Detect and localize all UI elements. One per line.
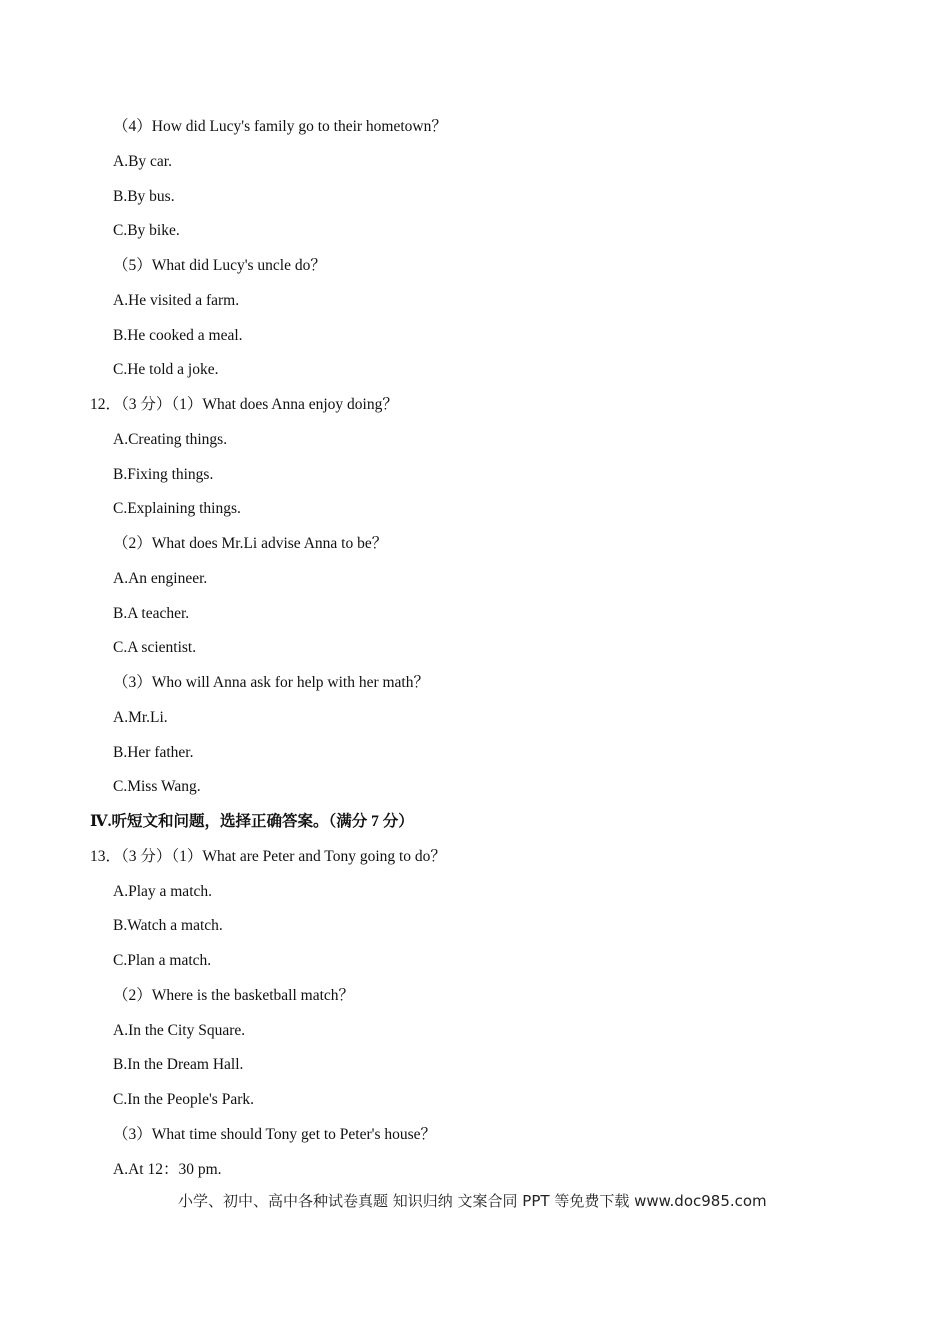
answer-option: A.Creating things. [113, 430, 228, 448]
answer-option: C.By bike. [113, 222, 180, 240]
answer-option: A.In the City Square. [113, 1021, 246, 1039]
sub-question: （2）Where is the basketball match？ [113, 986, 355, 1004]
answer-option: B.In the Dream Hall. [113, 1056, 244, 1074]
answer-option: A.An engineer. [113, 569, 208, 587]
answer-option: C.A scientist. [113, 639, 197, 657]
answer-option: C.In the People's Park. [113, 1091, 254, 1108]
answer-option: C.Miss Wang. [113, 778, 201, 796]
question-number-line: 12．（3 分）（1）What does Anna enjoy doing？ [90, 396, 398, 413]
answer-option: B.Fixing things. [113, 465, 214, 483]
answer-option: B.By bus. [113, 187, 175, 205]
answer-option: A.Play a match. [113, 882, 213, 900]
question-number-line: 13．（3 分）（1）What are Peter and Tony going to do？ [90, 847, 446, 865]
page-footer: 小学、初中、高中各种试卷真题 知识归纳 文案合同 PPT 等免费下载 www.doc985.com [178, 1192, 767, 1210]
answer-option: A.At 12：30 pm. [113, 1160, 222, 1178]
answer-option: A.Mr.Li. [113, 708, 168, 726]
answer-option: B.He cooked a meal. [113, 326, 243, 344]
answer-option: C.He told a joke. [113, 361, 219, 379]
sub-question: （3）Who will Anna ask for help with her math？ [113, 674, 429, 691]
section-heading: Ⅳ.听短文和问题，选择正确答案。（满分 7 分） [90, 813, 414, 830]
answer-option: B.A teacher. [113, 604, 190, 622]
answer-option: B.Her father. [113, 743, 194, 761]
answer-option: B.Watch a match. [113, 917, 223, 935]
sub-question: （4）How did Lucy's family go to their hometown？ [113, 118, 447, 135]
sub-question: （3）What time should Tony get to Peter's house？ [113, 1125, 437, 1143]
answer-option: C.Explaining things. [113, 500, 241, 518]
sub-question: （5）What did Lucy's uncle do？ [113, 257, 326, 274]
answer-option: A.He visited a farm. [113, 291, 240, 309]
answer-option: C.Plan a match. [113, 952, 212, 969]
answer-option: A.By car. [113, 152, 172, 170]
sub-question: （2）What does Mr.Li advise Anna to be？ [113, 535, 388, 552]
